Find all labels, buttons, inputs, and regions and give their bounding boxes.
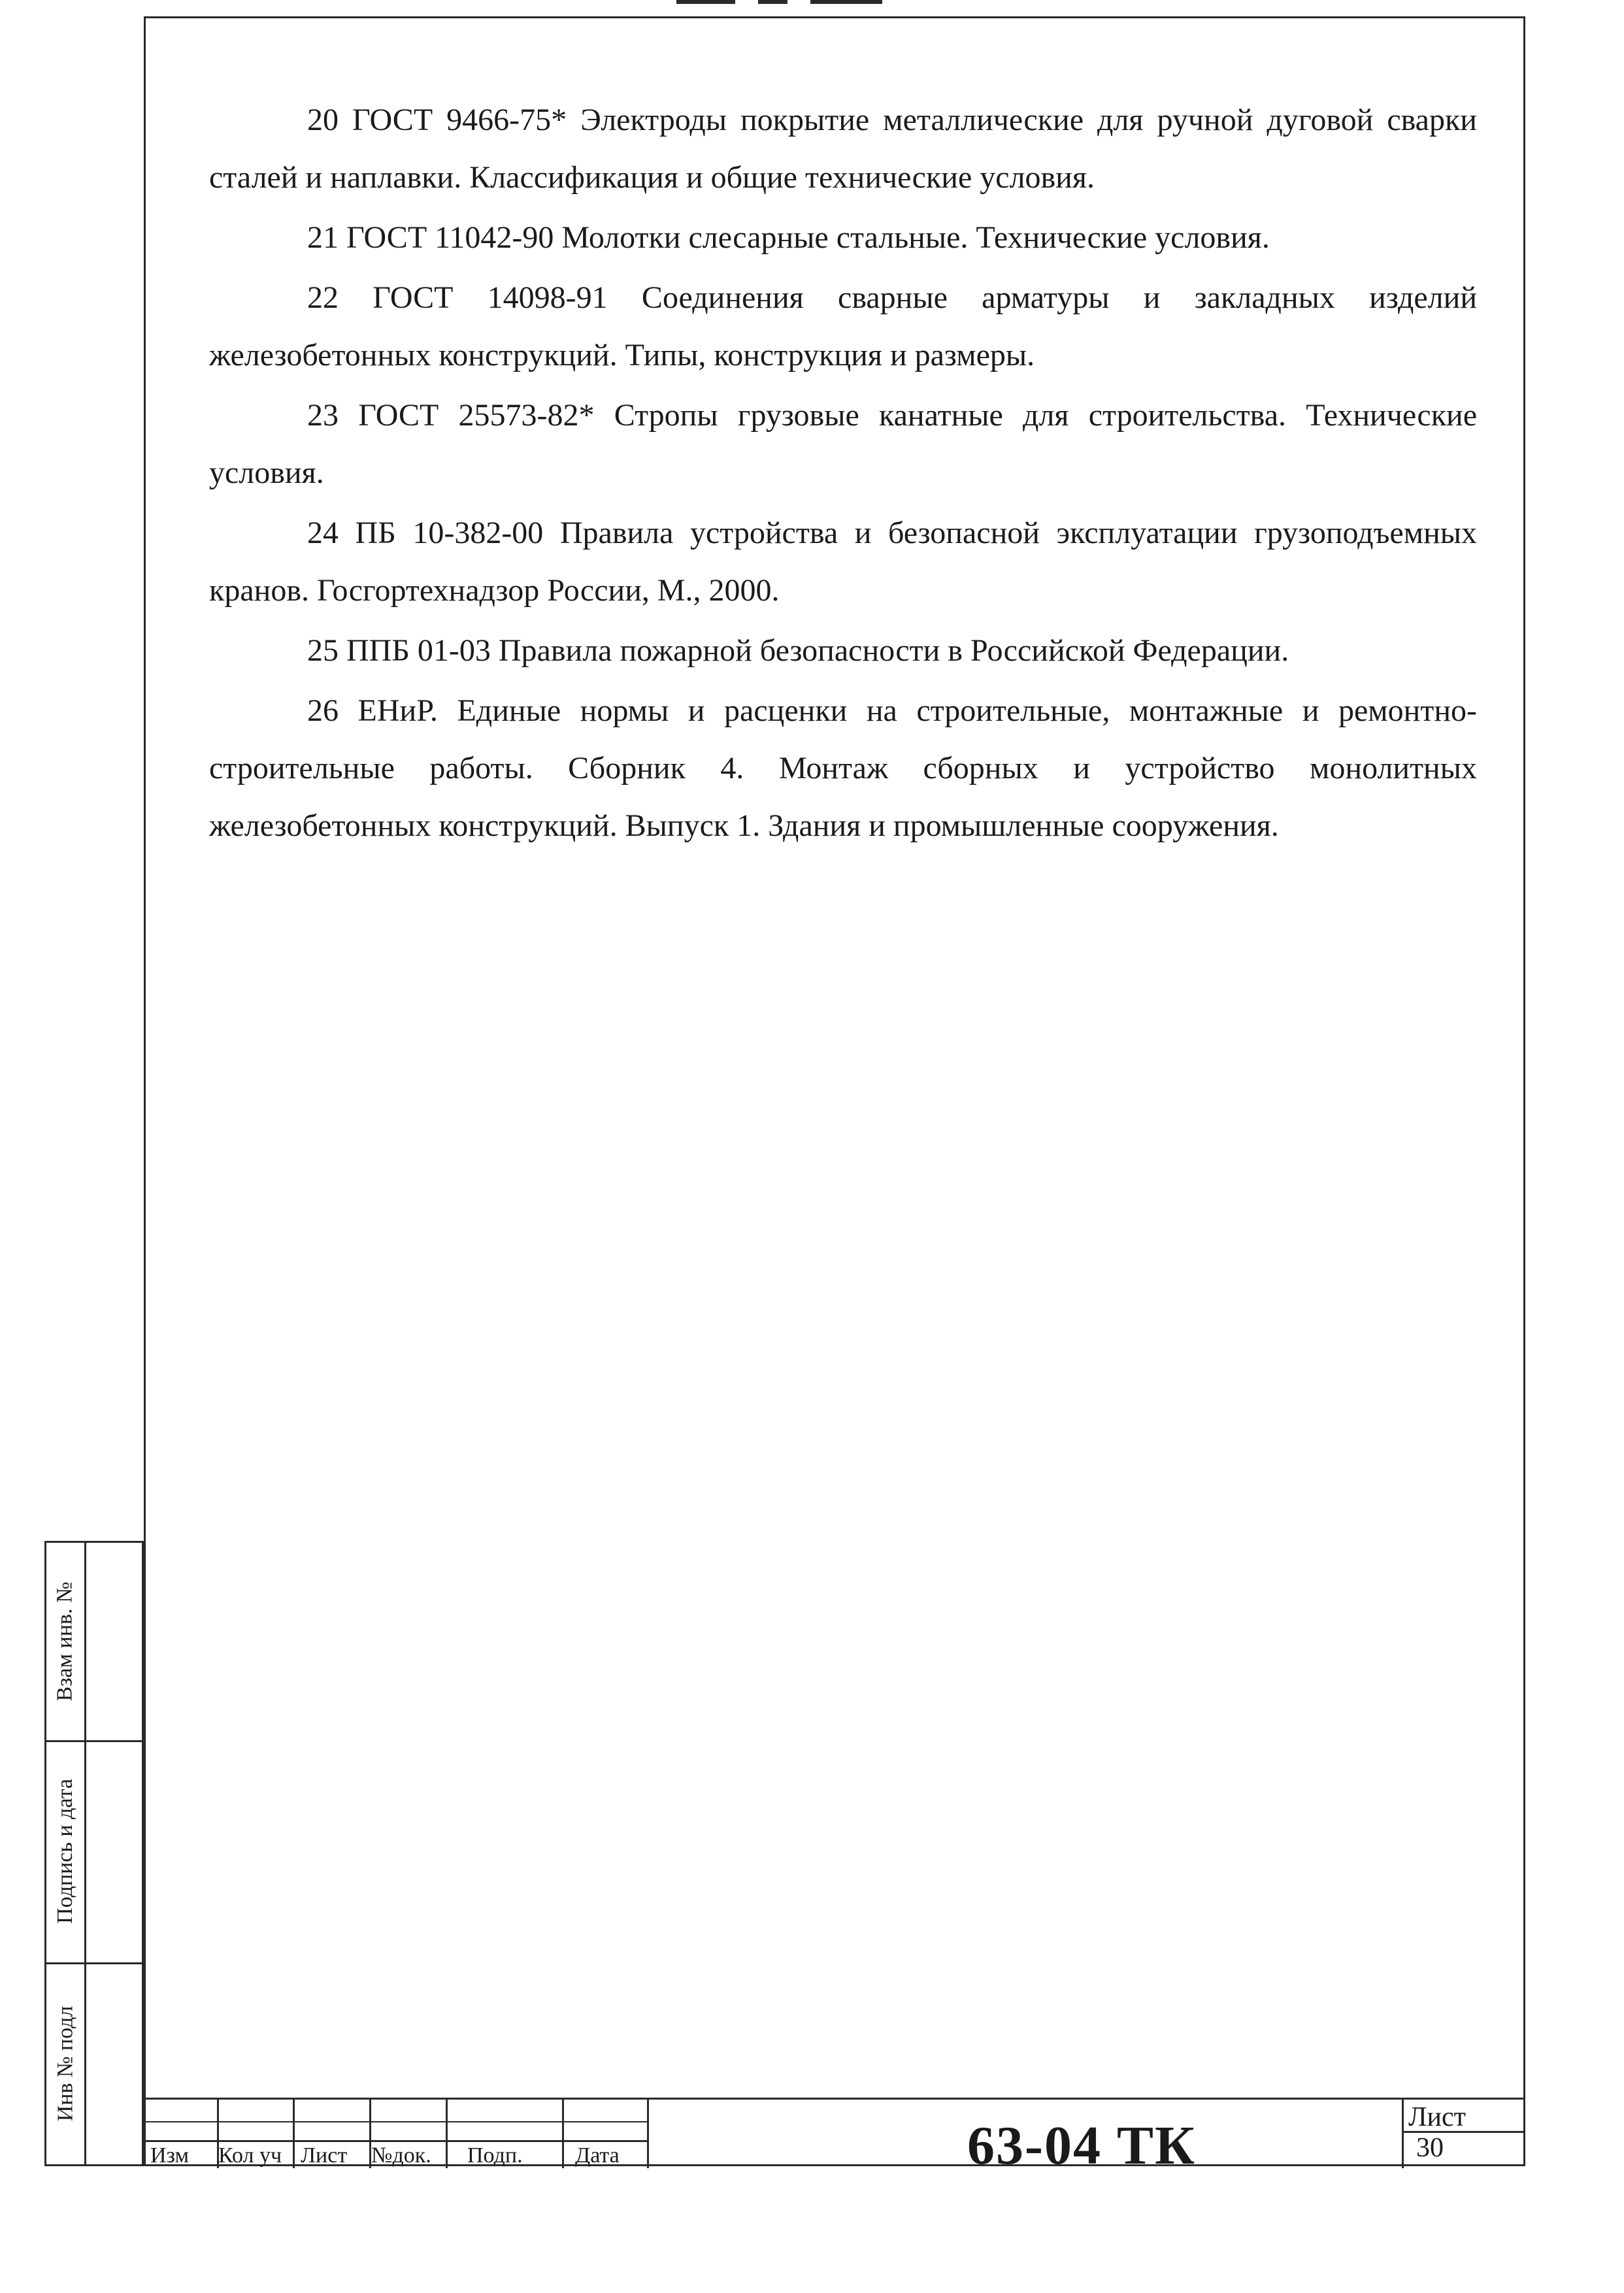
title-block-divider xyxy=(446,2100,448,2168)
top-edge-mark xyxy=(676,0,735,4)
title-block-divider xyxy=(562,2100,564,2168)
side-stamp-divider xyxy=(84,1543,86,2164)
title-block-divider xyxy=(293,2100,295,2168)
top-edge-mark xyxy=(758,0,787,4)
col-podp: Подп. xyxy=(467,2143,523,2168)
side-label-podpis-data: Подпись и дата xyxy=(53,1779,77,1924)
references-list xyxy=(209,91,1477,857)
col-data: Дата xyxy=(575,2143,620,2168)
title-block-divider xyxy=(1402,2100,1404,2168)
reference-item: 26 ЕНиР. Единые нормы и расценки на строительные, монтажные и ремонтно-строительные работы. Сборник 4. Монтаж сборных и устройство монолитных железобетонных конструкций. Выпуск 1. Здания и промышленные сооружения. xyxy=(209,693,1477,843)
title-block-divider xyxy=(647,2100,649,2168)
reference-item: 25 ППБ 01-03 Правила пожарной безопасности в Российской Федерации. xyxy=(307,633,1289,668)
side-label-vzam-inv: Взам инв. № xyxy=(53,1581,78,1702)
sheet-label: Лист xyxy=(1408,2102,1466,2132)
reference-item: 23 ГОСТ 25573-82* Стропы грузовые канатные для строительства. Технические условия. xyxy=(209,398,1477,490)
col-list: Лист xyxy=(301,2143,348,2168)
top-edge-mark xyxy=(810,0,882,4)
side-label-inv-podl: Инв № подл xyxy=(53,2005,78,2122)
sheet-number: 30 xyxy=(1416,2133,1444,2163)
title-block xyxy=(144,2098,1525,2176)
reference-item: 22 ГОСТ 14098-91 Соединения сварные арматуры и закладных изделий железобетонных конструкций. Типы, конструкция и размеры. xyxy=(209,280,1477,372)
col-ndok: №док. xyxy=(371,2143,431,2168)
col-kol-uch: Кол уч xyxy=(218,2143,282,2168)
reference-item: 20 ГОСТ 9466-75* Электроды покрытие металлические для ручной дуговой сварки сталей и наплавки. Классификация и общие технические условия. xyxy=(209,103,1477,195)
title-block-divider xyxy=(144,2140,647,2142)
reference-item: 21 ГОСТ 11042-90 Молотки слесарные стальные. Технические условия. xyxy=(307,220,1270,255)
col-izm: Изм xyxy=(150,2143,190,2168)
side-stamp xyxy=(44,1541,144,2166)
title-block-divider xyxy=(144,2121,647,2122)
reference-item: 24 ПБ 10-382-00 Правила устройства и безопасной эксплуатации грузоподъемных кранов. Госгортехнадзор России, М., 2000. xyxy=(209,516,1477,608)
document-code: 63-04 ТК xyxy=(967,2115,1196,2176)
